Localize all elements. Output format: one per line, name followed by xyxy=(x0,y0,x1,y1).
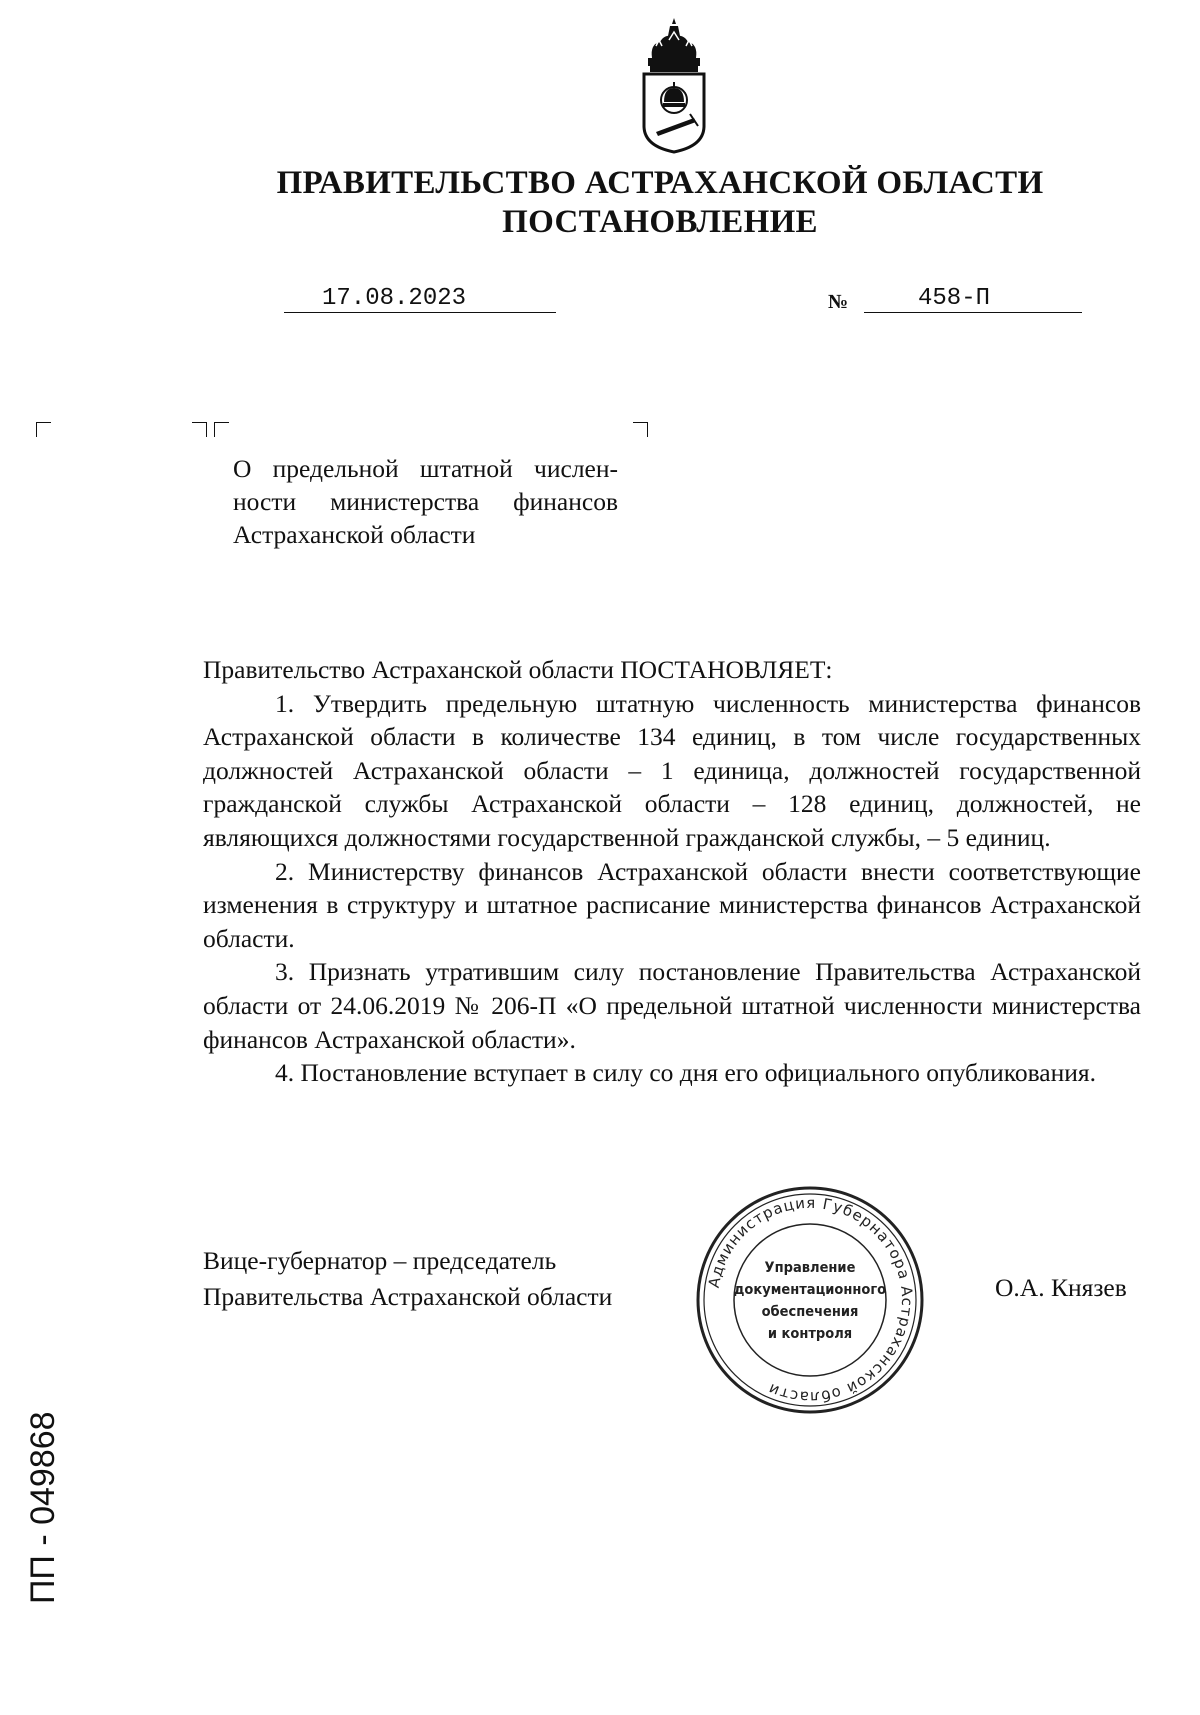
subject-line: Астраханской области xyxy=(233,520,476,549)
resolution-item: 1. Утвердить предельную штатную численность министерства финансов Астраханской области в количестве 134 единиц, в том числе государственных должностей Астраханской области – 1 единица, должностей государственной гражданской службы Астраханской области – 128 единиц, должностей, не являющихся должностями государственной гражданской службы, – 5 единиц. xyxy=(203,688,1141,852)
document-body xyxy=(203,653,1141,1090)
coat-of-arms-emblem xyxy=(636,14,712,156)
subject-line: О предельной штатной числен- xyxy=(233,454,618,483)
document-type-title: ПОСТАНОВЛЕНИЕ xyxy=(502,204,818,240)
position-line: Правительства Астраханской области xyxy=(203,1282,613,1311)
resolution-intro: Правительство Астраханской области ПОСТАНОВЛЯЕТ: xyxy=(203,655,833,684)
stamp-inner-line: обеспечения xyxy=(761,1304,859,1320)
resolution-item: 2. Министерству финансов Астраханской области внести соответствующие изменения в структуру и штатное расписание министерства финансов Астраханской области. xyxy=(203,856,1141,953)
resolution-item: 4. Постановление вступает в силу со дня его официального опубликования. xyxy=(275,1058,1096,1088)
resolution-item: 3. Признать утратившим силу постановление Правительства Астраханской области от 24.06.2019 № 206-П «О предельной штатной численности министерства финансов Астраханской области». xyxy=(203,957,1141,1054)
position-line: Вице-губернатор – председатель xyxy=(203,1246,557,1275)
svg-text:Администрация Губернатора Астр xyxy=(705,1194,916,1406)
document-subject xyxy=(233,452,618,551)
corner-mark-title-start xyxy=(214,422,229,437)
corner-mark-left-end xyxy=(192,422,207,437)
date-underline xyxy=(284,312,556,313)
corner-mark-title-end xyxy=(633,422,648,437)
number-sign: № xyxy=(828,291,849,313)
signatory-position xyxy=(203,1243,612,1315)
corner-mark-left xyxy=(36,422,51,437)
document-date: 17.08.2023 xyxy=(322,285,467,312)
signatory-name: О.А. Князев xyxy=(995,1273,1127,1302)
serial-number-text: ПП - 049868 xyxy=(24,1411,62,1604)
stamp-inner-line: и контроля xyxy=(767,1326,853,1342)
stamp-inner-line: Управление xyxy=(764,1260,856,1276)
number-underline xyxy=(864,312,1082,313)
document-number: 458-П xyxy=(918,285,991,312)
organization-title: ПРАВИТЕЛЬСТВО АСТРАХАНСКОЙ ОБЛАСТИ xyxy=(276,165,1044,201)
stamp-outer-text: Администрация Губернатора Астраханской области xyxy=(704,1193,917,1407)
subject-line: ности министерства финансов xyxy=(233,487,618,516)
official-stamp xyxy=(690,1180,930,1420)
serial-number xyxy=(10,1350,70,1610)
stamp-inner-line: документационного xyxy=(733,1282,887,1298)
